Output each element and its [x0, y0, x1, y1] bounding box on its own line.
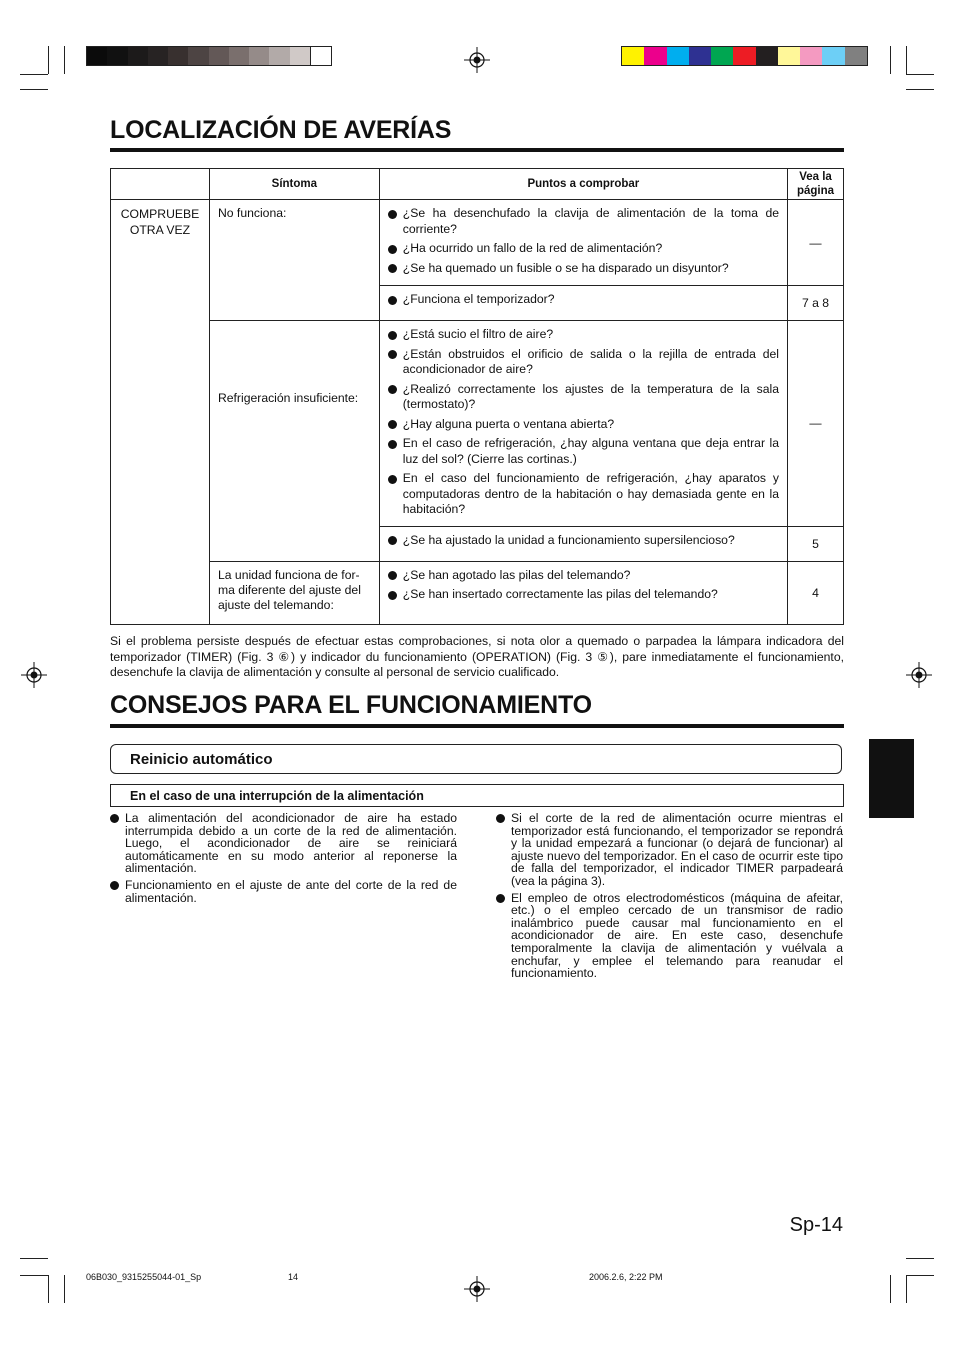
section-title: LOCALIZACIÓN DE AVERÍAS — [110, 116, 452, 144]
list-item: ¿Hay alguna puerta o ventana abierta? — [388, 417, 779, 433]
crop-mark — [20, 1258, 48, 1259]
subsection-heading — [110, 744, 842, 774]
table-header-points: Puntos a comprobar — [379, 169, 787, 200]
table-header-empty — [111, 169, 210, 200]
color-swatch — [310, 47, 331, 65]
color-swatch — [148, 47, 168, 65]
color-swatch — [290, 47, 310, 65]
crop-mark — [906, 74, 934, 75]
page-cell: — — [788, 200, 844, 286]
crop-mark — [48, 46, 49, 74]
symptom-text: Refrigeración insuficiente: — [217, 390, 359, 405]
table-row — [111, 200, 844, 286]
list-item: ¿Realizó correctamente los ajustes de la temperatura de la sala (termostato)? — [388, 382, 779, 413]
page-cell: 5 — [788, 526, 844, 561]
warning-note: Si el problema persiste después de efectuar estas comprobaciones, si nota olor a quemado o parpadea la lámpara indicadora del temporizador (TIMER) (Fig. 3 ⑥) y indicador du funcionamiento (OPERATION) (Fig. 3 ⑤), pare inmediatamente el funcionamiento, desenchufe la clavija de alimentación y consulte al personal de servicio cualificado. — [110, 634, 844, 679]
list-item: La alimentación del acondicionador de aire ha estado interrumpida debido a un corte de la red de alimentación. Luego, el acondicionador de aire se reiniciará automáticamente en su modo anterior al reponerse la alimentación. — [110, 812, 457, 875]
crop-mark — [906, 1275, 907, 1303]
right-column — [496, 812, 843, 984]
list-item: ¿Están obstruidos el orificio de salida o la rejilla de entrada del acondicionador de aire? — [388, 347, 779, 378]
subheading-box — [110, 784, 844, 807]
troubleshooting-table — [110, 168, 844, 625]
language-tab — [869, 739, 914, 818]
color-swatch — [209, 47, 229, 65]
color-swatch — [778, 47, 800, 65]
list-item: ¿Ha ocurrido un fallo de la red de alimentación? — [388, 241, 779, 257]
list-item: Si el corte de la red de alimentación ocurre mientras el temporizador está funcionando, el temporizador se repondrá y la unidad empezará a funcionar (o dejará de funcionar) al ajuste nuevo del temporizador. En el caso de ocurrir este tipo de falla del temporizador, el indicador TIMER parpadeará (vea la página 3). — [496, 812, 843, 888]
subheading-title: En el caso de una interrupción de la alimentación — [130, 789, 424, 803]
crop-mark — [906, 46, 907, 74]
page-number: Sp-14 — [789, 1214, 843, 1236]
page-cell: 4 — [788, 561, 844, 624]
symptom-cell: No funciona: — [209, 200, 379, 321]
table-header-row — [111, 169, 844, 200]
list-item: ¿Se ha quemado un fusible o se ha disparado un disyuntor? — [388, 261, 779, 277]
symptom-cell — [209, 321, 379, 562]
color-swatch — [168, 47, 188, 65]
color-swatch — [269, 47, 289, 65]
footer-file: 06B030_9315255044-01_Sp — [86, 1272, 202, 1282]
list-item: En el caso del funcionamiento de refrigeración, ¿hay aparatos y computadoras dentro de la habitación o hay demasiada gente en la habitación? — [388, 471, 779, 518]
color-swatch — [800, 47, 822, 65]
crop-mark — [20, 1275, 48, 1276]
crop-mark — [906, 1275, 934, 1276]
crop-mark — [64, 1275, 65, 1303]
color-swatch — [822, 47, 844, 65]
points-cell — [379, 286, 787, 321]
list-item: ¿Está sucio el filtro de aire? — [388, 327, 779, 343]
color-swatch — [644, 47, 666, 65]
color-swatch — [188, 47, 208, 65]
color-swatch — [756, 47, 778, 65]
registration-mark-icon — [21, 662, 47, 688]
crop-mark — [906, 1258, 934, 1259]
crop-mark — [906, 89, 934, 90]
gray-calibration-bar — [86, 46, 332, 66]
list-item: ¿Se ha ajustado la unidad a funcionamiento supersilencioso? — [388, 533, 779, 549]
crop-mark — [48, 1275, 49, 1303]
registration-mark-icon — [906, 662, 932, 688]
color-swatch — [622, 47, 644, 65]
crop-mark — [64, 46, 65, 74]
crop-mark — [890, 1275, 891, 1303]
footer-page: 14 — [288, 1272, 299, 1282]
registration-mark-icon — [464, 47, 490, 73]
color-swatch — [128, 47, 148, 65]
points-cell — [379, 200, 787, 286]
color-swatch — [87, 47, 107, 65]
list-item: ¿Funciona el temporizador? — [388, 292, 779, 308]
list-item: El empleo de otros electrodomésticos (máquina de afeitar, etc.) o el empleo cercado de un transmisor de radio inalámbrico puede causar mal funcionamiento en el acondicionador de aire. En este caso, desenchufe temporalmente la clavija de alimentación y vuélvala a enchufar, y emplee el telemando para reanudar el funcionamiento. — [496, 892, 843, 980]
points-cell — [379, 321, 787, 527]
page-cell: — — [788, 321, 844, 527]
color-swatch — [845, 47, 867, 65]
crop-mark — [20, 89, 48, 90]
section-title: CONSEJOS PARA EL FUNCIONAMIENTO — [110, 691, 592, 719]
left-column — [110, 812, 457, 908]
title-rule — [110, 724, 844, 728]
list-item: ¿Se han agotado las pilas del telemando? — [388, 568, 779, 584]
title-rule — [110, 148, 844, 152]
color-swatch — [733, 47, 755, 65]
list-item: ¿Se ha desenchufado la clavija de alimentación de la toma de corriente? — [388, 206, 779, 237]
table-header-page: Vea la página — [788, 169, 844, 200]
color-swatch — [107, 47, 127, 65]
page-cell: 7 a 8 — [788, 286, 844, 321]
color-swatch — [667, 47, 689, 65]
footer-date: 2006.2.6, 2:22 PM — [589, 1272, 663, 1282]
list-item: ¿Se han insertado correctamente las pilas del telemando? — [388, 587, 779, 603]
category-cell: COMPRUEBE OTRA VEZ — [111, 200, 210, 625]
crop-mark — [890, 46, 891, 74]
color-swatch — [711, 47, 733, 65]
color-swatch — [229, 47, 249, 65]
color-swatch — [689, 47, 711, 65]
color-swatch — [249, 47, 269, 65]
crop-mark — [20, 74, 48, 75]
color-calibration-bar — [621, 46, 868, 66]
subsection-title: Reinicio automático — [130, 751, 273, 768]
points-cell — [379, 526, 787, 561]
table-header-symptom: Síntoma — [209, 169, 379, 200]
points-cell — [379, 561, 787, 624]
registration-mark-icon — [464, 1276, 490, 1302]
list-item: Funcionamiento en el ajuste de ante del corte de la red de alimentación. — [110, 879, 457, 904]
symptom-cell: La unidad funciona de for-ma diferente del ajuste del ajuste del telemando: — [209, 561, 379, 624]
list-item: En el caso de refrigeración, ¿hay alguna ventana que deja entrar la luz del sol? (Cierre las cortinas.) — [388, 436, 779, 467]
table-row — [111, 321, 844, 527]
table-row — [111, 561, 844, 624]
